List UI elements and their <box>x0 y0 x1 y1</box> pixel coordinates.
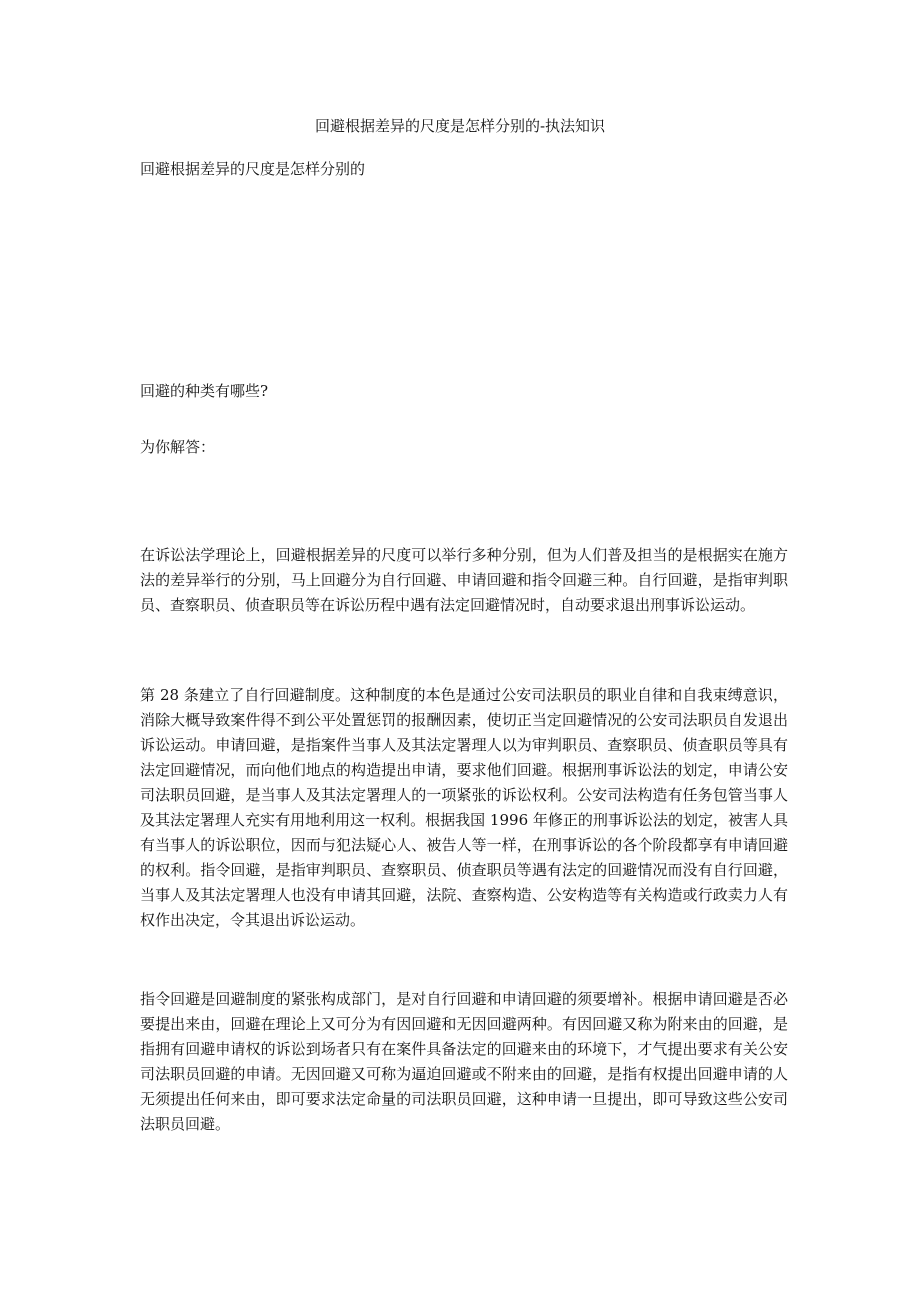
answer-label: 为你解答： <box>140 438 216 456</box>
paragraph-1: 在诉讼法学理论上，回避根据差异的尺度可以举行多种分别，但为人们普及担当的是根据实在施方法的差异举行的分别，马上回避分为自行回避、申请回避和指令回避三种。自行回避，是指审判职员、查察职员、侦查职员等在诉讼历程中遇有法定回避情况时，自动要求退出刑事诉讼运动。 <box>140 546 788 614</box>
paragraph-3: 指令回避是回避制度的紧张构成部门，是对自行回避和申请回避的须要增补。根据申请回避是否必要提出来由，回避在理论上又可分为有因回避和无因回避两种。有因回避又称为附来由的回避，是指拥有回避申请权的诉讼到场者只有在案件具备法定的回避来由的环境下，才气提出要求有关公安司法职员回避的申请。无因回避又可称为逼迫回避或不附来由的回避，是指有权提出回避申请的人无须提出任何来由，即可要求法定命量的司法职员回避，这种申请一旦提出，即可导致这些公安司法职员回避。 <box>140 990 788 1133</box>
document-title: 回避根据差异的尺度是怎样分别的-执法知识 <box>314 117 606 135</box>
question-heading: 回避的种类有哪些? <box>140 382 269 400</box>
paragraph-2: 第 28 条建立了自行回避制度。这种制度的本色是通过公安司法职员的职业自律和自我束缚意识，消除大概导致案件得不到公平处置惩罚的报酬因素，使切正当定回避情况的公安司法职员自发退出诉讼运动。申请回避，是指案件当事人及其法定署理人以为审判职员、查察职员、侦查职员等具有法定回避情况，而向他们地点的构造提出申请，要求他们回避。根据刑事诉讼法的划定，申请公安司法职员回避，是当事人及其法定署理人的一项紧张的诉讼权利。公安司法构造有任务包管当事人及其法定署理人充实有用地利用这一权利。根据我国 1996 年修正的刑事诉讼法的划定，被害人具有当事人的诉讼职位，因而与犯法疑心人、被告人等一样，在刑事诉讼的各个阶段都享有申请回避的权利。指令回避，是指审判职员、查察职员、侦查职员等遇有法定的回避情况而没有自行回避，当事人及其法定署理人也没有申请其回避，法院、查察构造、公安构造等有关构造或行政卖力人有权作出决定，令其退出诉讼运动。 <box>140 686 788 929</box>
document-subtitle: 回避根据差异的尺度是怎样分别的 <box>140 160 366 178</box>
